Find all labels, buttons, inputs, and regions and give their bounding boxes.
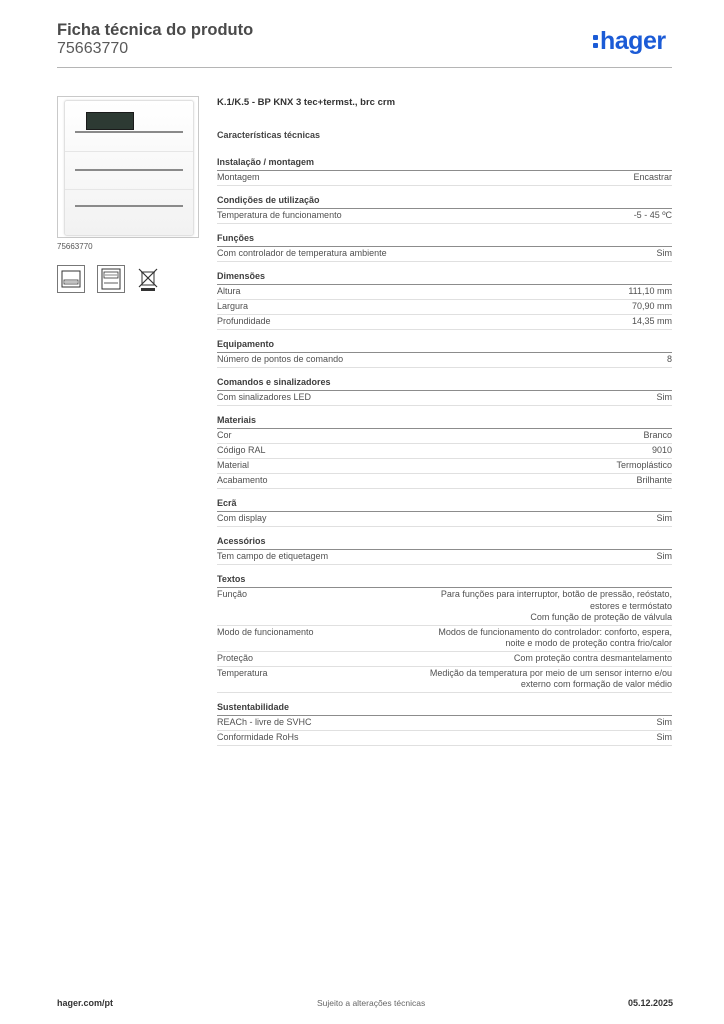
technical-characteristics-title: Características técnicas <box>217 130 321 140</box>
spec-label: Temperatura <box>217 667 268 678</box>
spec-row <box>217 315 672 330</box>
spec-label: Proteção <box>217 652 254 663</box>
section-title: Instalação / montagem <box>217 157 672 171</box>
spec-row <box>217 285 672 300</box>
section-title: Ecrã <box>217 498 672 512</box>
footer-date: 05.12.2025 <box>628 998 674 1008</box>
spec-value: 70,90 mm <box>631 301 672 311</box>
spec-section <box>217 195 672 224</box>
spec-section <box>217 415 672 489</box>
spec-value: Brilhante <box>636 475 672 485</box>
product-name: K.1/K.5 - BP KNX 3 tec+termst., brc crm <box>217 97 396 108</box>
spec-value: Modos de funcionamento do controlador: conforto, espera, noite e modo de proteção contra frio/calor <box>438 626 672 648</box>
section-title: Textos <box>217 574 672 588</box>
spec-label: Material <box>217 460 250 470</box>
spec-value: Sim <box>656 513 672 523</box>
key-led-line <box>75 169 183 171</box>
spec-label: Montagem <box>217 172 260 182</box>
spec-label: Temperatura de funcionamento <box>217 210 342 220</box>
section-title: Dimensões <box>217 271 672 285</box>
spec-row <box>217 550 672 565</box>
spec-section <box>217 339 672 368</box>
spec-value: Medição da temperatura por meio de um sensor interno e/ou externo com formação de valor médio <box>429 667 672 689</box>
spec-section <box>217 702 672 746</box>
spec-row <box>217 209 672 224</box>
spec-value: Sim <box>656 392 672 402</box>
spec-label: Código RAL <box>217 445 266 455</box>
spec-label: Com display <box>217 513 267 523</box>
footer-website[interactable]: hager.com/pt <box>57 998 114 1008</box>
spec-row <box>217 667 672 693</box>
section-title: Sustentabilidade <box>217 702 672 716</box>
spec-row <box>217 512 672 527</box>
spec-label: Conformidade RoHs <box>217 731 299 742</box>
spec-row <box>217 459 672 474</box>
spec-row <box>217 300 672 315</box>
spec-section <box>217 233 672 262</box>
spec-value: Sim <box>656 551 672 561</box>
thermostat-display-icon <box>97 265 125 293</box>
section-title: Materiais <box>217 415 672 429</box>
spec-value: Termoplástico <box>616 460 672 470</box>
spec-section <box>217 574 672 693</box>
spec-row <box>217 652 672 667</box>
spec-value: 9010 <box>651 445 672 455</box>
image-caption: 75663770 <box>57 242 93 251</box>
spec-section <box>217 498 672 527</box>
spec-value: -5 - 45 ºC <box>633 210 672 220</box>
hager-logo <box>593 27 666 56</box>
device-illustration <box>64 100 194 236</box>
key-led-line <box>75 131 183 133</box>
spec-label: Com sinalizadores LED <box>217 392 312 402</box>
spec-label: Largura <box>217 301 249 311</box>
device-display <box>86 112 134 130</box>
spec-row <box>217 429 672 444</box>
section-title: Acessórios <box>217 536 672 550</box>
spec-row <box>217 716 672 731</box>
spec-label: Tem campo de etiquetagem <box>217 551 329 561</box>
spec-value: Sim <box>656 731 672 742</box>
spec-row <box>217 731 672 746</box>
spec-row <box>217 588 672 626</box>
spec-label: Número de pontos de comando <box>217 354 344 364</box>
key-led-line <box>75 205 183 207</box>
spec-section <box>217 271 672 330</box>
spec-label: Modo de funcionamento <box>217 626 314 637</box>
header-divider <box>57 67 672 68</box>
spec-value: 111,10 mm <box>628 286 672 296</box>
spec-row <box>217 171 672 186</box>
spec-row <box>217 247 672 262</box>
spec-label: REACh - livre de SVHC <box>217 716 312 727</box>
spec-label: Profundidade <box>217 316 271 326</box>
spec-section <box>217 377 672 406</box>
spec-sections <box>217 148 672 746</box>
spec-value: Branco <box>643 430 672 440</box>
key-separator <box>65 189 193 190</box>
spec-section <box>217 157 672 186</box>
product-image <box>57 96 199 238</box>
product-code: 75663770 <box>57 40 129 57</box>
key-separator <box>65 151 193 152</box>
logo-text: hager <box>600 27 666 55</box>
spec-value: 8 <box>666 354 672 364</box>
spec-label: Cor <box>217 430 232 440</box>
spec-row <box>217 626 672 652</box>
spec-label: Com controlador de temperatura ambiente <box>217 248 387 258</box>
spec-row <box>217 444 672 459</box>
spec-label: Função <box>217 589 248 599</box>
page-title: Ficha técnica do produto <box>57 21 254 39</box>
spec-label: Acabamento <box>217 475 268 485</box>
spec-value: Sim <box>656 248 672 258</box>
footer-notice: Sujeito a alterações técnicas <box>317 998 426 1008</box>
section-title: Comandos e sinalizadores <box>217 377 672 391</box>
logo-dots-icon <box>593 27 599 49</box>
spec-value: 14,35 mm <box>631 316 672 326</box>
spec-section <box>217 536 672 565</box>
spec-label: Altura <box>217 286 241 296</box>
section-title: Condições de utilização <box>217 195 672 209</box>
section-title: Equipamento <box>217 339 672 353</box>
spec-value: Para funções para interruptor, botão de pressão, reóstato, estores e termóstato Com função de proteção de válvula <box>440 589 672 622</box>
section-title: Funções <box>217 233 672 247</box>
weee-crossed-bin-icon <box>134 265 162 293</box>
spec-row <box>217 474 672 489</box>
flush-mount-icon <box>57 265 85 293</box>
spec-row <box>217 353 672 368</box>
spec-value: Com proteção contra desmantelamento <box>513 652 672 663</box>
spec-row <box>217 391 672 406</box>
spec-value: Encastrar <box>633 172 672 182</box>
spec-value: Sim <box>656 716 672 727</box>
